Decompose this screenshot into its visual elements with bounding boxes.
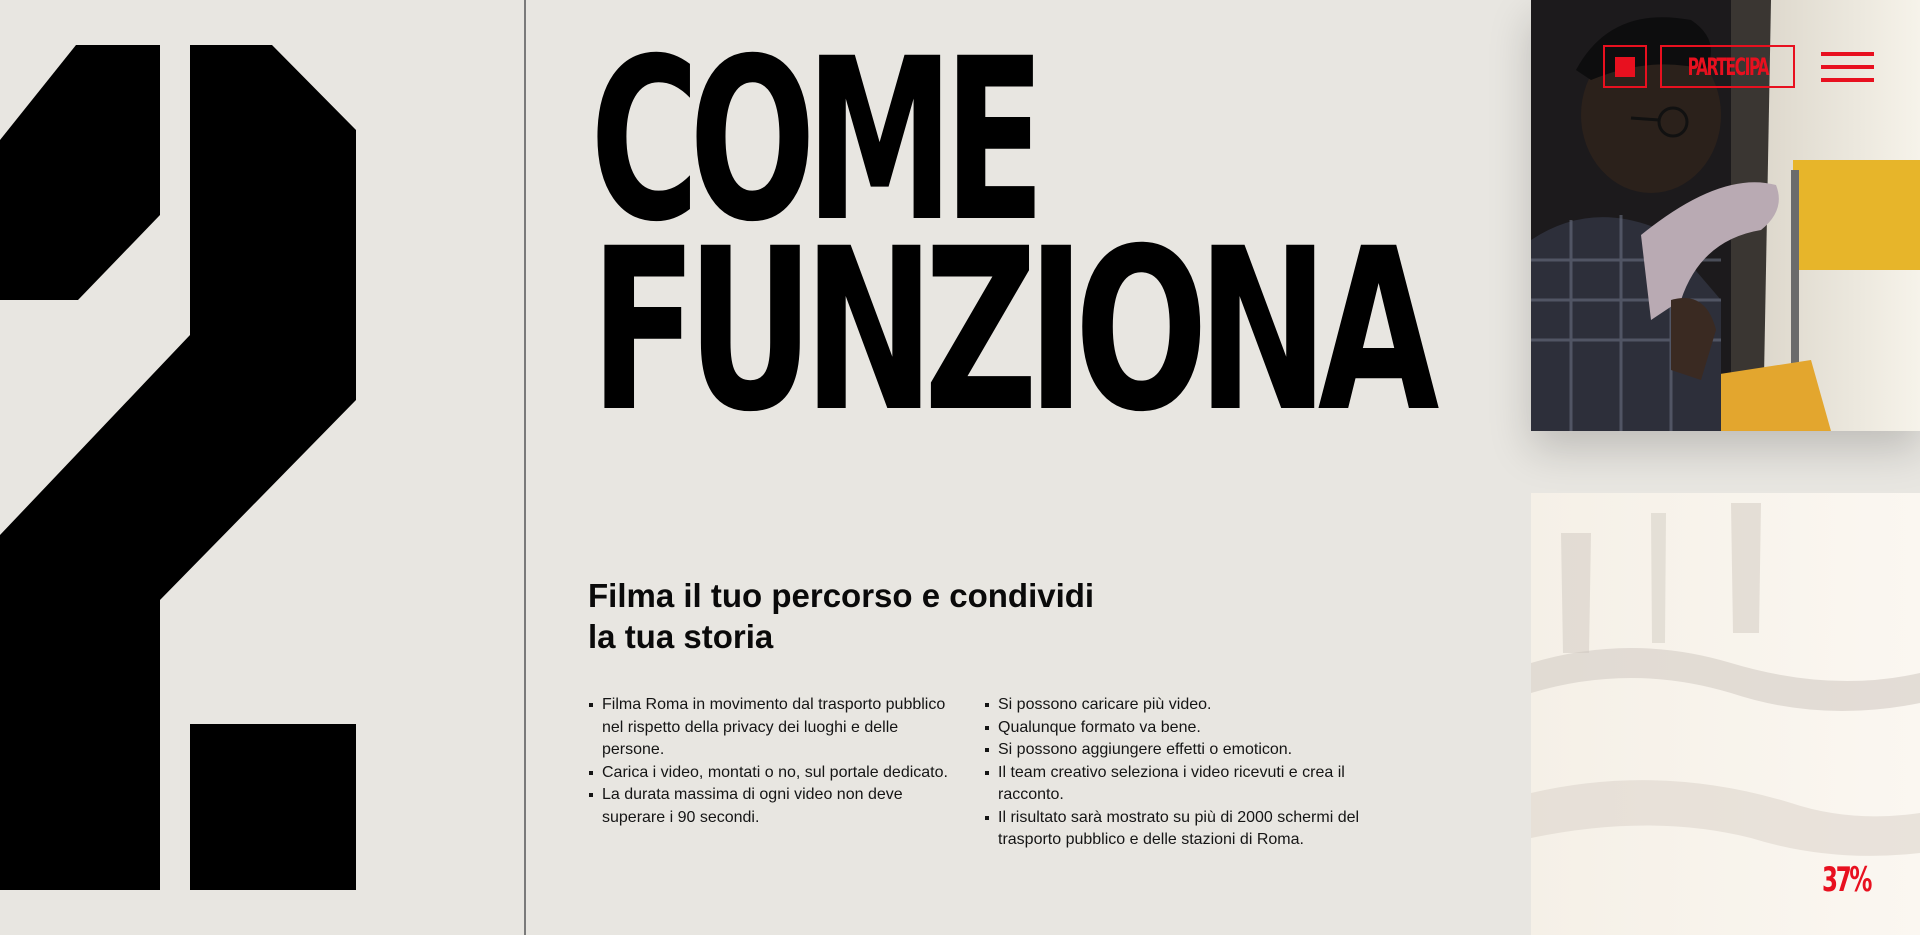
stop-button[interactable]	[1603, 45, 1647, 88]
rules-list-right	[984, 694, 1364, 852]
vertical-divider	[524, 0, 526, 935]
subtitle-line-2: la tua storia	[588, 618, 774, 655]
stop-icon	[1615, 57, 1635, 77]
partecipa-button[interactable]	[1660, 45, 1795, 88]
partecipa-label: PARTECIPA	[1687, 52, 1768, 81]
list-item: La durata massima di ogni video non deve superare i 90 secondi.	[588, 784, 948, 829]
list-item: Filma Roma in movimento dal trasporto pubblico nel rispetto della privacy dei luoghi e delle persone.	[588, 694, 948, 762]
list-item: Il team creativo seleziona i video ricevuti e crea il racconto.	[984, 762, 1364, 807]
hamburger-menu-icon[interactable]	[1821, 52, 1874, 82]
progress-percentage: 37%	[1822, 860, 1871, 900]
title-line-1: COME	[590, 10, 1036, 271]
page-title	[590, 10, 1429, 461]
list-item: Il risultato sarà mostrato su più di 2000 schermi del trasporto pubblico e delle stazioni di Roma.	[984, 807, 1364, 852]
list-item: Carica i video, montati o no, sul portale dedicato.	[588, 762, 948, 785]
title-line-2: FUNZIONA	[590, 199, 1429, 461]
list-item: Qualunque formato va bene.	[984, 717, 1364, 740]
subtitle-line-1: Filma il tuo percorso e condividi	[588, 577, 1095, 614]
rules-list-left	[588, 694, 948, 829]
question-mark-graphic	[0, 0, 360, 935]
section-subtitle	[588, 575, 1148, 657]
list-item: Si possono aggiungere effetti o emoticon.	[984, 739, 1364, 762]
list-item: Si possono caricare più video.	[984, 694, 1364, 717]
